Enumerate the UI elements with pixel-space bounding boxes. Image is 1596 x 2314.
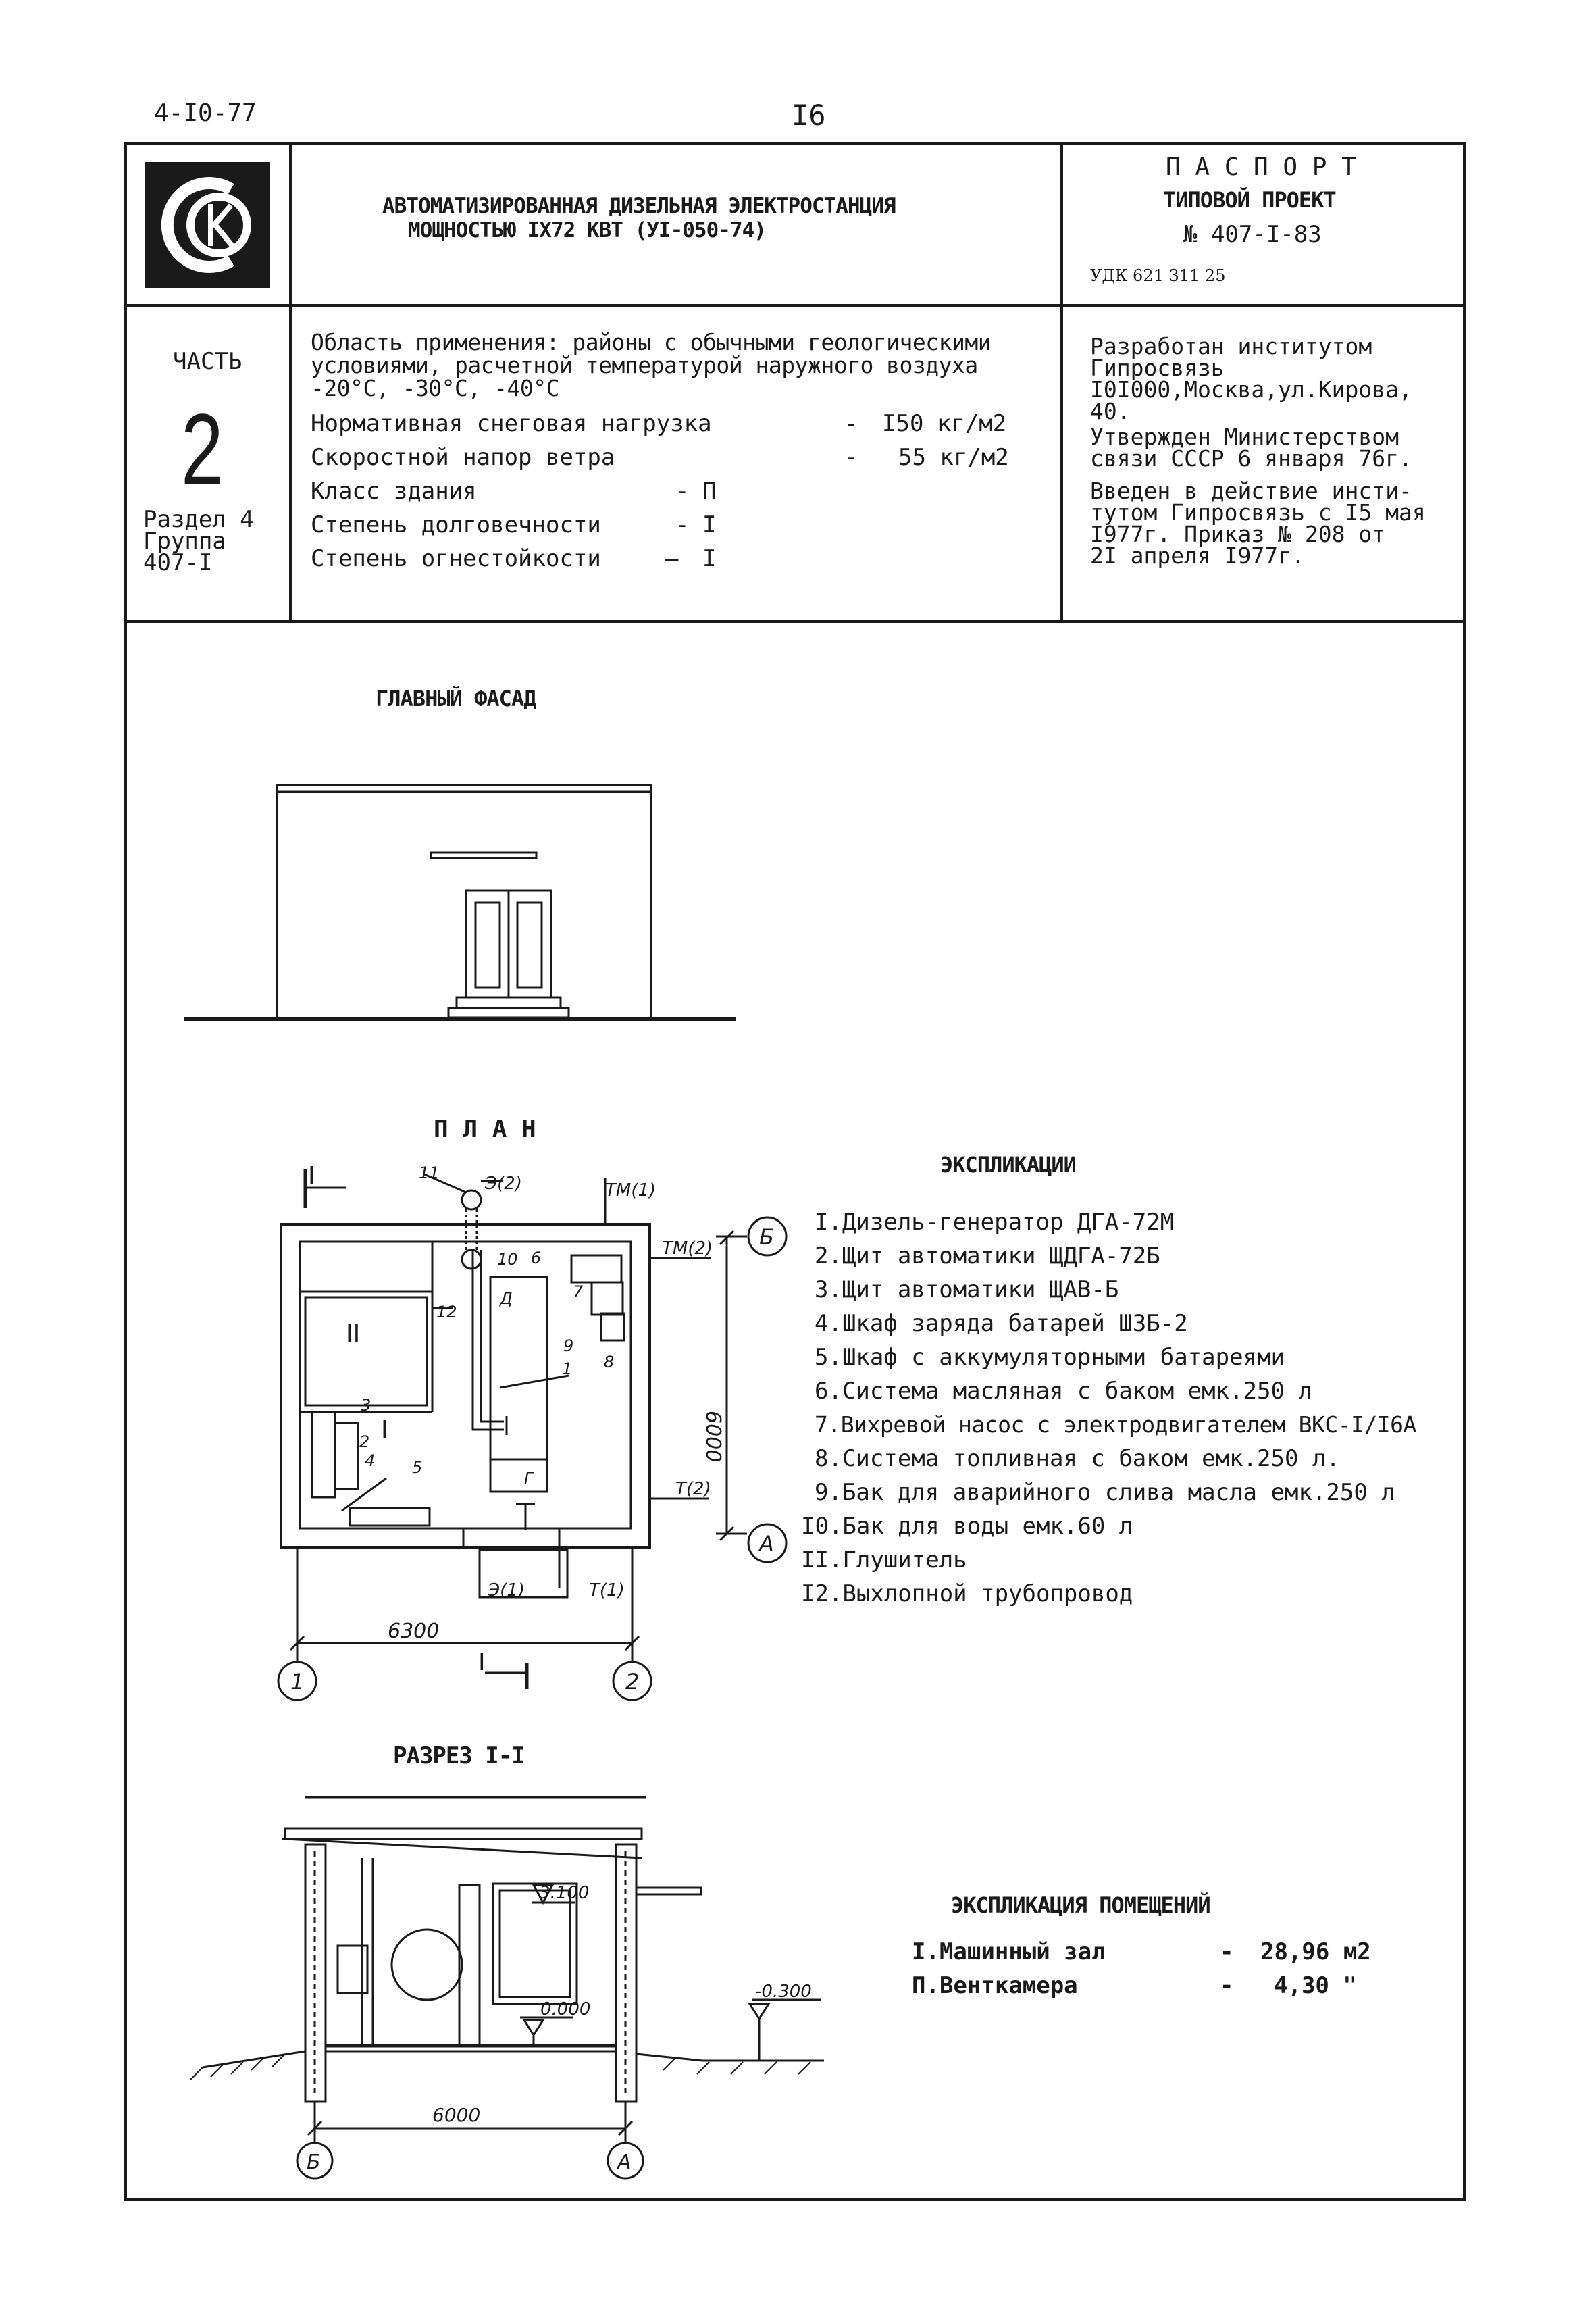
section-label: Раздел 4 [143,506,254,533]
plan-label-2: 2 [359,1432,370,1451]
room-dash: - [1220,1938,1234,1965]
plan-label-tm2: ТМ(2) [662,1238,713,1259]
group-number: 407-I [143,549,213,576]
param-wind: Скоростной напор ветра [311,444,615,471]
section-mark-top: I [308,1162,315,1190]
param-class: Класс здания [311,478,477,505]
list-item: I2.Выхлопной трубопровод [801,1580,1133,1607]
plan-label-4: 4 [365,1451,376,1470]
developer-line: 2I апреля I977г. [1090,543,1305,569]
developer-line: тутом Гипросвязь с I5 мая [1090,499,1426,526]
group-label: Группа [143,528,226,555]
param-dash: — [665,545,679,572]
param-dash: - [844,444,858,471]
developer-line: Разработан институтом [1090,333,1372,359]
list-item: 7.Вихревой насос с электродвигателем ВКС-I/I6А [815,1411,1416,1438]
section-title: РАЗРЕЗ I-I [393,1742,525,1769]
rooms-title: ЭКСПЛИКАЦИЯ ПОМЕЩЕНИЙ [951,1892,1210,1918]
param-snow-load-value: I50 кг/м2 [882,410,1007,437]
section-axis-left: Б [307,2150,321,2174]
level-top: 3.100 [539,1883,590,1903]
param-fire-resistance-value: I [702,545,717,572]
developer-line: Гипросвязь [1090,355,1225,381]
title-line-1: АВТОМАТИЗИРОВАННАЯ ДИЗЕЛЬНАЯ ЭЛЕКТРОСТАНЦИЯ [382,194,896,218]
application-line-1: Область применения: районы с обычными геологическими [311,329,992,355]
axis-2-label: 2 [625,1669,640,1694]
param-snow-load: Нормативная снеговая нагрузка [311,410,712,437]
developer-line: связи СССР 6 января 76г. [1090,445,1412,472]
room-name: П.Венткамера [912,1972,1078,1999]
plan-label-3: 3 [361,1396,371,1415]
plan-label-12: 12 [436,1303,457,1322]
param-dash: - [675,511,690,538]
plan-label-t1: Т(1) [589,1580,625,1601]
project-number: № 407-I-83 [1183,221,1322,248]
list-item: II.Глушитель [801,1546,967,1574]
list-item: 8.Система топливная с баком емк.250 л. [815,1445,1340,1472]
list-item: 6.Система масляная с баком емк.250 л [815,1378,1312,1405]
developer-line: Утвержден Министерством [1090,424,1399,450]
plan-label-1: 1 [562,1359,573,1378]
developer-line: 40. [1090,398,1131,424]
section-axis-right: А [617,2150,632,2174]
developer-line: I0I000,Москва,ул.Кирова, [1090,376,1412,403]
udk-code: УДК 621 311 25 [1090,266,1226,285]
list-item: 9.Бак для аварийного слива масла емк.250 л [815,1479,1395,1506]
part-label: ЧАСТЬ [173,348,242,375]
param-dash: - [844,410,858,437]
list-item: I0.Бак для воды емк.60 л [801,1513,1133,1540]
part-number: 2 [181,393,224,506]
param-durability: Степень долговечности [311,511,601,538]
list-item: 3.Щит автоматики ЩАВ-Б [815,1276,1119,1303]
application-line-3: -20°С, -30°С, -40°С [311,375,559,401]
plan-label-7: 7 [573,1282,584,1301]
plan-label-t2: Т(2) [675,1479,711,1499]
param-durability-value: I [702,511,717,538]
room-name: I.Машинный зал [912,1938,1106,1965]
list-item: 2.Щит автоматики ЩДГА-72Б [815,1242,1160,1269]
level-zero: 0.000 [540,1999,591,2019]
param-fire-resistance: Степень огнестойкости [311,545,601,572]
room-area: 4,30 " [1274,1972,1357,1999]
plan-width-dimension: 6300 [388,1619,440,1643]
document-code: 4-I0-77 [154,99,257,127]
type-project-label: ТИПОВОЙ ПРОЕКТ [1163,187,1336,213]
plan-label-5: 5 [412,1458,423,1477]
section-width-dimension: 6000 [432,2104,481,2126]
plan-label-6: 6 [531,1249,542,1267]
page-number: I6 [792,99,826,132]
plan-label-d: Д [500,1289,513,1308]
plan-room-2: II [346,1320,361,1348]
developer-line: Введен в действие инсти- [1090,478,1412,504]
plan-room-1: I [381,1416,388,1444]
axis-1-label: 1 [290,1669,305,1694]
explication-title: ЭКСПЛИКАЦИИ [940,1152,1076,1178]
param-class-value: П [702,478,717,505]
plan-label-e2: Э(2) [485,1174,522,1194]
section-mark-bottom: I [478,1649,486,1676]
room-dash: - [1220,1972,1234,1999]
list-item: 4.Шкаф заряда батарей ШЗБ-2 [815,1310,1188,1337]
plan-label-10: 10 [497,1250,518,1269]
plan-label-g: Г [524,1469,534,1488]
axis-a-label: А [759,1531,774,1557]
developer-line: I977г. Приказ № 208 от [1090,521,1386,547]
plan-label-11: 11 [419,1163,440,1182]
plan-label-tm1: ТМ(1) [605,1180,657,1201]
plan-depth-dimension: 6000 [701,1411,725,1463]
list-item: 5.Шкаф с аккумуляторными батареями [815,1344,1285,1371]
facade-title: ГЛАВНЫЙ ФАСАД [376,686,536,711]
plan-label-e1: Э(1) [488,1580,525,1601]
param-wind-value: 55 кг/м2 [898,444,1009,471]
passport-label: П А С П О Р Т [1166,153,1356,181]
param-dash: - [675,478,690,505]
plan-title: П Л А Н [434,1115,536,1143]
application-line-2: условиями, расчетной температурой наружного воздуха [311,352,978,378]
list-item: I.Дизель-генератор ДГА-72М [815,1209,1175,1236]
room-area: 28,96 м2 [1260,1938,1371,1965]
plan-label-9: 9 [563,1336,574,1355]
axis-b-label: Б [759,1224,774,1250]
title-line-2: МОЩНОСТЬЮ IX72 КВТ (УI-050-74) [408,218,766,243]
plan-label-8: 8 [604,1353,615,1372]
level-ground: -0.300 [755,1982,812,2002]
